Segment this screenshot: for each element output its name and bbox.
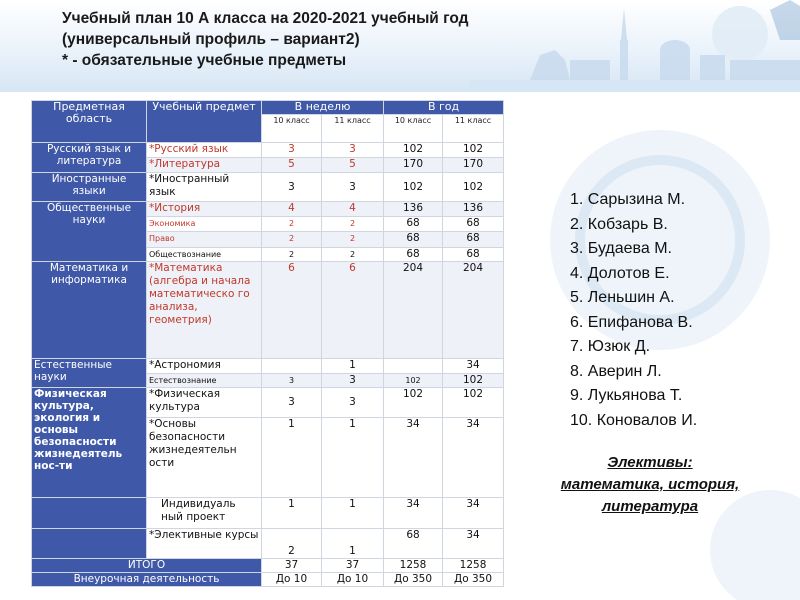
table-row bbox=[32, 388, 504, 418]
total-year-10: 1258 bbox=[384, 558, 443, 572]
header-per-week: В неделю bbox=[262, 101, 384, 115]
table-row bbox=[32, 261, 504, 358]
header-week-grade-10: 10 класс bbox=[262, 115, 322, 143]
week-10-cell: 1 bbox=[262, 498, 322, 528]
student-item: 2. Кобзарь В. bbox=[570, 215, 668, 233]
year-10-cell: 102 bbox=[384, 373, 443, 387]
year-11-cell: 102 bbox=[443, 173, 504, 202]
title-line-1: Учебный план 10 А класса на 2020-2021 учебный год bbox=[62, 10, 469, 27]
week-10-cell: 6 bbox=[262, 261, 322, 358]
subject-cell: Индивидуаль ный проект bbox=[147, 498, 262, 528]
header-per-year: В год bbox=[384, 101, 504, 115]
subject-cell: *Русский язык bbox=[147, 143, 262, 158]
subject-cell: *Математика (алгебра и начала математическо го анализа, геометрия) bbox=[147, 261, 262, 358]
subject-cell: *Литература bbox=[147, 158, 262, 173]
table-row bbox=[32, 528, 504, 558]
curriculum-table bbox=[31, 100, 504, 587]
subject-cell: *Астрономия bbox=[147, 358, 262, 373]
week-11-cell: 3 bbox=[322, 388, 384, 418]
subject-cell: Обществознание bbox=[147, 247, 262, 261]
week-11-cell: 2 bbox=[322, 232, 384, 247]
subject-cell: *История bbox=[147, 202, 262, 217]
year-10-cell: 102 bbox=[384, 388, 443, 418]
week-11-cell: 1 bbox=[322, 418, 384, 498]
student-item: 7. Юзюк Д. bbox=[570, 338, 651, 355]
year-11-cell: 34 bbox=[443, 498, 504, 528]
extracurricular-row bbox=[32, 572, 504, 586]
student-list bbox=[570, 188, 790, 433]
week-11-cell: 2 bbox=[322, 247, 384, 261]
extracurricular-week-10: До 10 bbox=[262, 572, 322, 586]
city-skyline-decoration bbox=[470, 0, 800, 92]
week-11-cell: 3 bbox=[322, 373, 384, 387]
year-10-cell: 170 bbox=[384, 158, 443, 173]
week-10-cell: 2 bbox=[262, 232, 322, 247]
area-cell-empty bbox=[32, 528, 147, 558]
year-10-cell: 102 bbox=[384, 173, 443, 202]
area-cell: Математика и информатика bbox=[32, 261, 147, 358]
total-label: ИТОГО bbox=[32, 558, 262, 572]
total-year-11: 1258 bbox=[443, 558, 504, 572]
table-row bbox=[32, 498, 504, 528]
area-cell-empty bbox=[32, 498, 147, 528]
header-year-grade-10: 10 класс bbox=[384, 115, 443, 143]
year-11-cell: 68 bbox=[443, 217, 504, 232]
year-10-cell: 68 bbox=[384, 528, 443, 558]
electives-line-2: математика, история, bbox=[560, 476, 740, 493]
year-11-cell: 34 bbox=[443, 528, 504, 558]
week-11-cell: 1 bbox=[322, 358, 384, 373]
header-year-grade-11: 11 класс bbox=[443, 115, 504, 143]
week-10-cell: 3 bbox=[262, 173, 322, 202]
student-item: 9. Лукьянова Т. bbox=[570, 387, 683, 404]
year-11-cell: 102 bbox=[443, 373, 504, 387]
table-row bbox=[32, 358, 504, 373]
extracurricular-label: Внеурочная деятельность bbox=[32, 572, 262, 586]
week-11-cell: 3 bbox=[322, 143, 384, 158]
student-item: 4. Долотов Е. bbox=[570, 264, 670, 282]
total-week-11: 37 bbox=[322, 558, 384, 572]
area-cell: Естественные науки bbox=[32, 358, 147, 387]
subject-cell: Право bbox=[147, 232, 262, 247]
table-row bbox=[32, 202, 504, 217]
subject-cell: *Элективные курсы bbox=[147, 528, 262, 558]
electives-note bbox=[540, 452, 760, 518]
week-10-cell: 3 bbox=[262, 388, 322, 418]
week-11-cell: 1 bbox=[322, 528, 384, 558]
year-10-cell: 136 bbox=[384, 202, 443, 217]
year-10-cell: 34 bbox=[384, 418, 443, 498]
total-row bbox=[32, 558, 504, 572]
week-11-cell: 1 bbox=[322, 498, 384, 528]
week-11-cell: 6 bbox=[322, 261, 384, 358]
year-11-cell: 204 bbox=[443, 261, 504, 358]
year-11-cell: 34 bbox=[443, 418, 504, 498]
area-cell: Русский язык и литература bbox=[32, 143, 147, 173]
area-cell: Иностранные языки bbox=[32, 173, 147, 202]
week-11-cell: 4 bbox=[322, 202, 384, 217]
header-subject: Учебный предмет bbox=[147, 101, 262, 143]
year-11-cell: 34 bbox=[443, 358, 504, 373]
student-item: 3. Будаева М. bbox=[570, 240, 672, 257]
extracurricular-week-11: До 10 bbox=[322, 572, 384, 586]
week-11-cell: 3 bbox=[322, 173, 384, 202]
area-cell: Общественные науки bbox=[32, 202, 147, 261]
year-11-cell: 102 bbox=[443, 143, 504, 158]
year-10-cell: 204 bbox=[384, 261, 443, 358]
year-10-cell: 102 bbox=[384, 143, 443, 158]
table-row bbox=[32, 173, 504, 202]
week-10-cell: 2 bbox=[262, 217, 322, 232]
area-cell: Физическая культура, экология и основы безопасности жизнедеятель нос-ти bbox=[32, 388, 147, 498]
subject-cell: *Иностранный язык bbox=[147, 173, 262, 202]
week-11-cell: 2 bbox=[322, 217, 384, 232]
year-11-cell: 68 bbox=[443, 247, 504, 261]
year-10-cell: 68 bbox=[384, 217, 443, 232]
header-area: Предметная область bbox=[32, 101, 147, 143]
title-line-2: (универсальный профиль – вариант2) bbox=[62, 31, 360, 48]
year-10-cell: 68 bbox=[384, 247, 443, 261]
week-10-cell: 4 bbox=[262, 202, 322, 217]
year-11-cell: 68 bbox=[443, 232, 504, 247]
year-10-cell bbox=[384, 358, 443, 373]
title-line-3: * - обязательные учебные предметы bbox=[62, 52, 347, 69]
electives-heading: Элективы: bbox=[607, 454, 693, 471]
subject-cell: Экономика bbox=[147, 217, 262, 232]
student-item: 5. Леньшин А. bbox=[570, 289, 675, 306]
year-11-cell: 136 bbox=[443, 202, 504, 217]
year-10-cell: 34 bbox=[384, 498, 443, 528]
subject-cell: *Основы безопасности жизнедеятельн ости bbox=[147, 418, 262, 498]
week-11-cell: 5 bbox=[322, 158, 384, 173]
subject-cell: *Физическая культура bbox=[147, 388, 262, 418]
week-10-cell: 3 bbox=[262, 373, 322, 387]
week-10-cell bbox=[262, 358, 322, 373]
student-item: 10. Коновалов И. bbox=[570, 411, 698, 429]
week-10-cell: 2 bbox=[262, 528, 322, 558]
extracurricular-year-10: До 350 bbox=[384, 572, 443, 586]
table-row bbox=[32, 143, 504, 158]
header-week-grade-11: 11 класс bbox=[322, 115, 384, 143]
electives-line-3: литература bbox=[601, 498, 699, 515]
week-10-cell: 5 bbox=[262, 158, 322, 173]
week-10-cell: 1 bbox=[262, 418, 322, 498]
extracurricular-year-11: До 350 bbox=[443, 572, 504, 586]
subject-cell: Естествознание bbox=[147, 373, 262, 387]
page-title bbox=[62, 8, 492, 71]
year-11-cell: 102 bbox=[443, 388, 504, 418]
total-week-10: 37 bbox=[262, 558, 322, 572]
year-11-cell: 170 bbox=[443, 158, 504, 173]
student-item: 1. Сарызина М. bbox=[570, 191, 686, 208]
week-10-cell: 2 bbox=[262, 247, 322, 261]
week-10-cell: 3 bbox=[262, 143, 322, 158]
year-10-cell: 68 bbox=[384, 232, 443, 247]
student-item: 8. Аверин Л. bbox=[570, 362, 662, 380]
student-item: 6. Епифанова В. bbox=[570, 313, 693, 331]
